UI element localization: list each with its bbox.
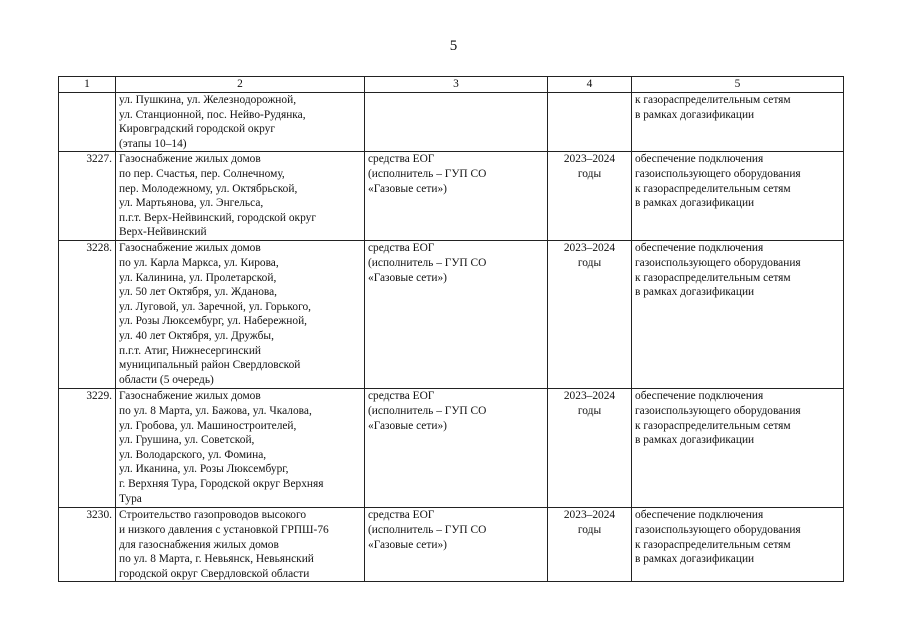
table-row [59, 152, 844, 241]
table-header-row [59, 77, 844, 93]
row-number: 3228. [59, 241, 116, 389]
row-funding-source [365, 93, 548, 152]
table-row [59, 389, 844, 508]
row-purpose: обеспечение подключения газоиспользующего оборудования к газораспределительным сетям в рамках догазификации [632, 241, 844, 389]
table-row [59, 241, 844, 389]
row-period: 2023–2024 годы [548, 152, 632, 241]
row-description: Газоснабжение жилых домов по пер. Счастья, пер. Солнечному, пер. Молодежному, ул. Октябрьской, ул. Мартьянова, ул. Энгельса, п.г.т. Верх-Нейвинский, городской округ Верх-Нейвинский [116, 152, 365, 241]
row-funding-source: средства ЕОГ (исполнитель – ГУП СО «Газовые сети») [365, 508, 548, 582]
row-purpose: обеспечение подключения газоиспользующего оборудования к газораспределительным сетям в рамках догазификации [632, 508, 844, 582]
row-funding-source: средства ЕОГ (исполнитель – ГУП СО «Газовые сети») [365, 152, 548, 241]
row-purpose: обеспечение подключения газоиспользующего оборудования к газораспределительным сетям в рамках догазификации [632, 389, 844, 508]
row-number [59, 93, 116, 152]
header-col-1: 1 [59, 77, 116, 93]
header-col-3: 3 [365, 77, 548, 93]
row-number: 3230. [59, 508, 116, 582]
row-funding-source: средства ЕОГ (исполнитель – ГУП СО «Газовые сети») [365, 389, 548, 508]
row-description: ул. Пушкина, ул. Железнодорожной, ул. Станционной, пос. Нейво-Рудянка, Кировградский городской округ (этапы 10–14) [116, 93, 365, 152]
table-row-continuation [59, 93, 844, 152]
row-period [548, 93, 632, 152]
header-col-5: 5 [632, 77, 844, 93]
row-period: 2023–2024 годы [548, 389, 632, 508]
row-description: Газоснабжение жилых домов по ул. Карла Маркса, ул. Кирова, ул. Калинина, ул. Пролетарской, ул. 50 лет Октября, ул. Жданова, ул. Луговой, ул. Заречной, ул. Горького, ул. Розы Люксембург, ул. Набережной, ул. 40 лет Октября, ул. Дружбы, п.г.т. Атиг, Нижнесергинский муниципальный район Свердловской области (5 очередь) [116, 241, 365, 389]
row-funding-source: средства ЕОГ (исполнитель – ГУП СО «Газовые сети») [365, 241, 548, 389]
table-row [59, 508, 844, 582]
row-period: 2023–2024 годы [548, 241, 632, 389]
header-col-4: 4 [548, 77, 632, 93]
row-purpose: к газораспределительным сетям в рамках догазификации [632, 93, 844, 152]
row-description: Газоснабжение жилых домов по ул. 8 Марта, ул. Бажова, ул. Чкалова, ул. Гробова, ул. Машиностроителей, ул. Грушина, ул. Советской, ул. Володарского, ул. Фомина, ул. Иканина, ул. Розы Люксембург, г. Верхняя Тура, Городской округ Верхняя Тура [116, 389, 365, 508]
row-number: 3229. [59, 389, 116, 508]
gasification-table [58, 76, 844, 582]
row-description: Строительство газопроводов высокого и низкого давления с установкой ГРПШ-76 для газоснабжения жилых домов по ул. 8 Марта, г. Невьянск, Невьянский городской округ Свердловской области [116, 508, 365, 582]
row-period: 2023–2024 годы [548, 508, 632, 582]
page-number: 5 [449, 38, 458, 54]
row-purpose: обеспечение подключения газоиспользующего оборудования к газораспределительным сетям в рамках догазификации [632, 152, 844, 241]
header-col-2: 2 [116, 77, 365, 93]
row-number: 3227. [59, 152, 116, 241]
